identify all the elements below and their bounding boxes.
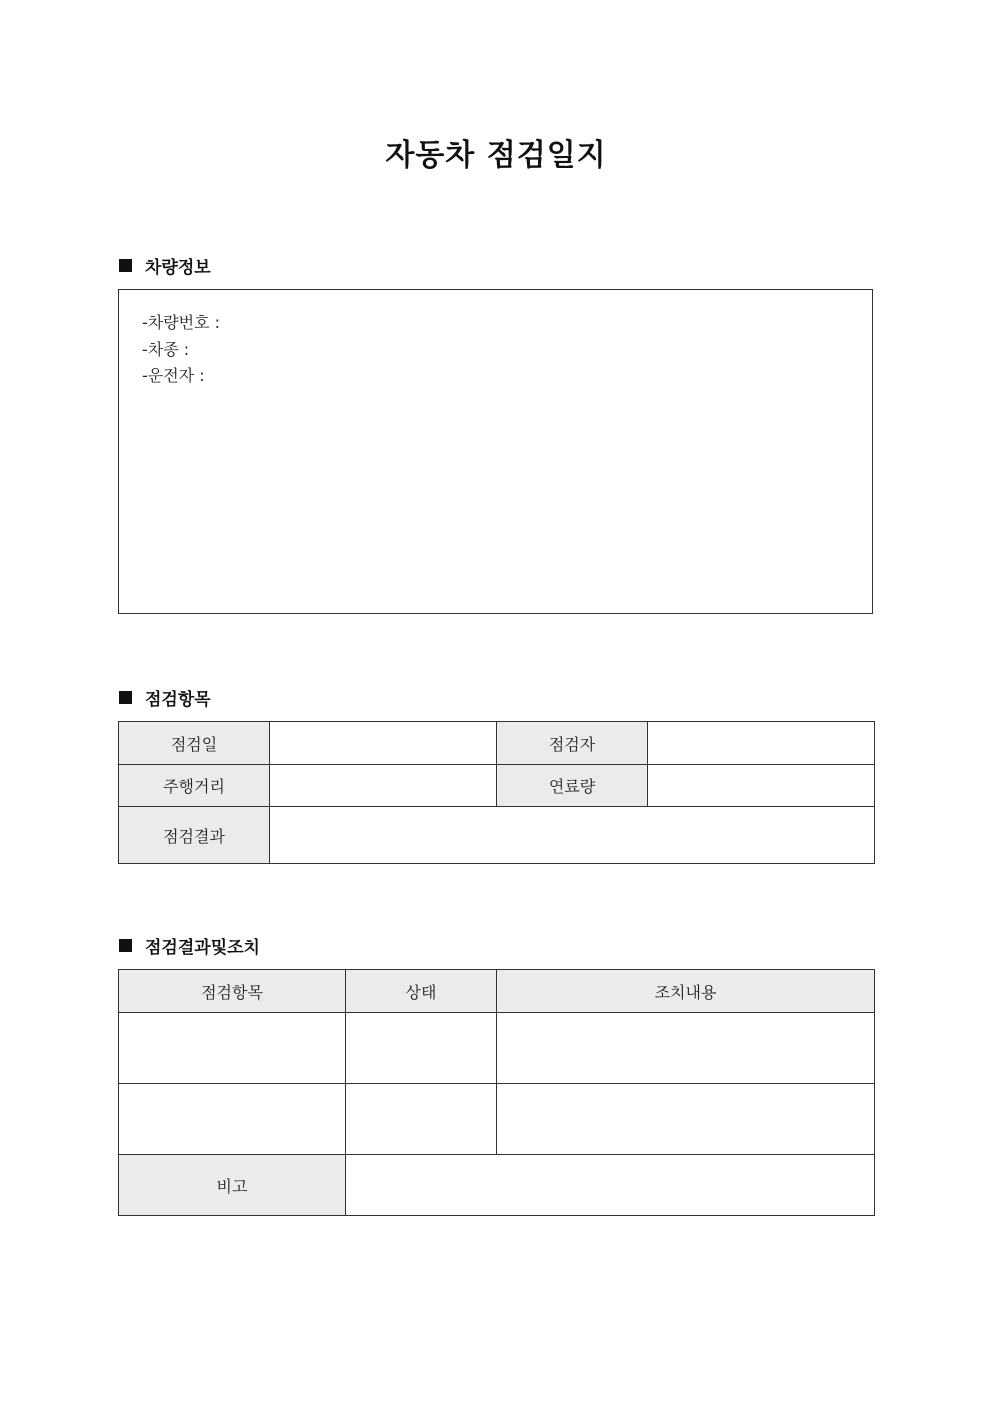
mileage-field[interactable]: [270, 765, 497, 807]
inspection-items-table: [118, 721, 875, 864]
driver-line: -운전자 :: [142, 366, 205, 385]
inspection-date-label: 점검일: [119, 722, 270, 765]
table-row: [119, 1013, 875, 1084]
inspection-result-label: 점검결과: [119, 807, 270, 864]
document-title: 자동차 점검일지: [385, 138, 607, 173]
vehicle-number-line: -차량번호 :: [142, 313, 221, 332]
item-cell[interactable]: [119, 1084, 346, 1155]
remarks-label: 비고: [119, 1155, 346, 1216]
table-row: [119, 1084, 875, 1155]
action-cell[interactable]: [497, 1084, 875, 1155]
inspector-label: 점검자: [497, 722, 648, 765]
inspection-items-heading-label: 점검항목: [145, 689, 211, 710]
column-header-status: 상태: [346, 970, 497, 1013]
column-header-item: 점검항목: [119, 970, 346, 1013]
square-bullet-icon: [119, 259, 132, 272]
inspection-result-field[interactable]: [270, 807, 875, 864]
square-bullet-icon: [119, 939, 132, 952]
item-cell[interactable]: [119, 1013, 346, 1084]
inspection-date-field[interactable]: [270, 722, 497, 765]
fuel-label: 연료량: [497, 765, 648, 807]
results-actions-heading: [119, 933, 260, 957]
status-cell[interactable]: [346, 1084, 497, 1155]
action-cell[interactable]: [497, 1013, 875, 1084]
results-actions-table: [118, 969, 875, 1216]
column-header-action: 조치내용: [497, 970, 875, 1013]
inspector-field[interactable]: [648, 722, 875, 765]
fuel-field[interactable]: [648, 765, 875, 807]
vehicle-info-heading-label: 차량정보: [145, 257, 211, 278]
status-cell[interactable]: [346, 1013, 497, 1084]
mileage-label: 주행거리: [119, 765, 270, 807]
vehicle-type-line: -차종 :: [142, 339, 190, 359]
vehicle-info-heading: [119, 253, 211, 277]
remarks-field[interactable]: [346, 1155, 875, 1216]
results-actions-heading-label: 점검결과및조치: [145, 937, 260, 958]
vehicle-info-box: [118, 289, 873, 614]
square-bullet-icon: [119, 691, 132, 704]
inspection-items-heading: [119, 685, 211, 709]
